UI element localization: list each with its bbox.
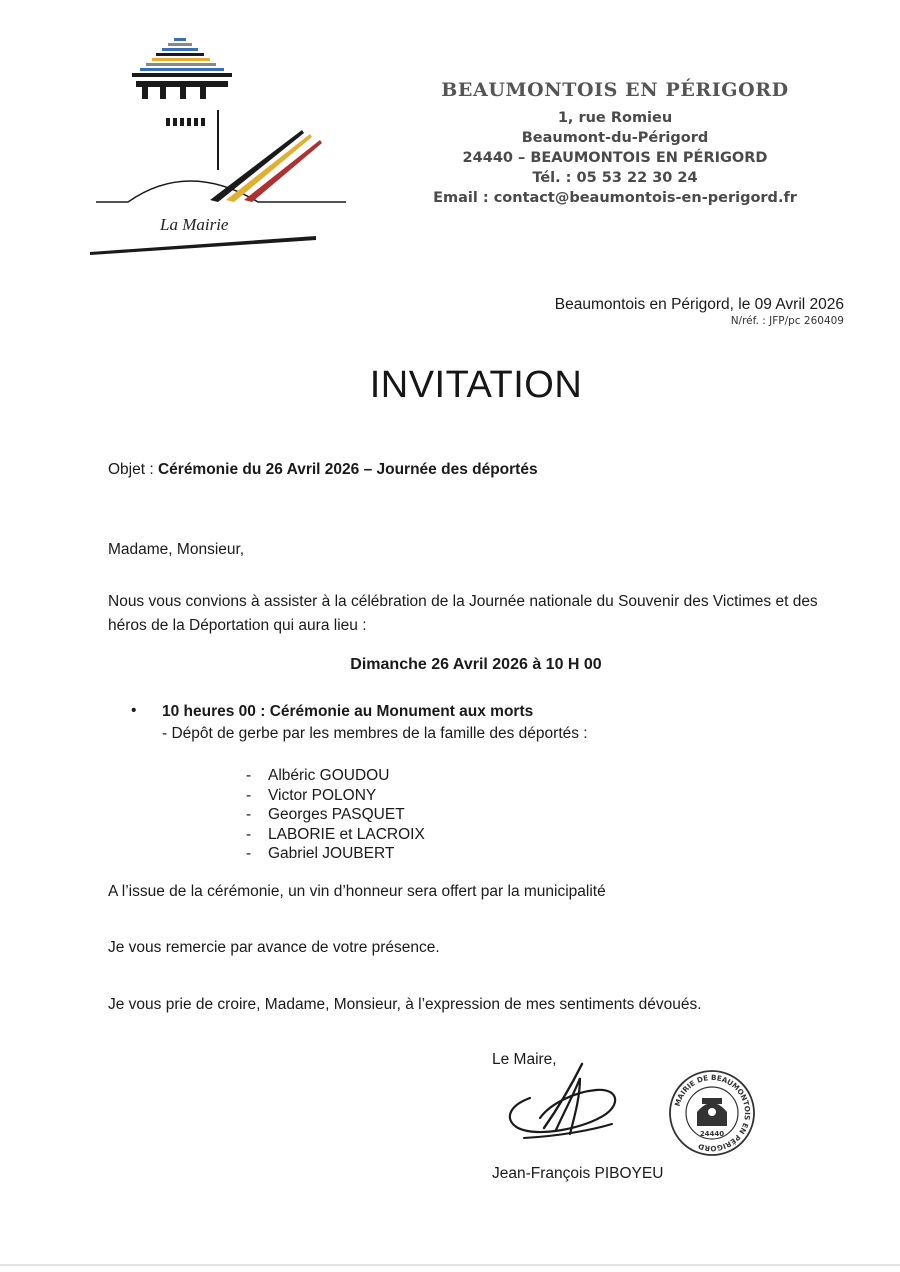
subject-text: Cérémonie du 26 Avril 2026 – Journée des déportés	[157, 461, 538, 478]
program-item-detail: - Dépôt de gerbe par les membres de la famille des déportés :	[162, 725, 588, 742]
list-item	[246, 825, 425, 845]
address-street: 1, rue Romieu	[557, 110, 673, 126]
signatory-name: Jean-François PIBOYEU	[492, 1165, 664, 1182]
bottom-rule	[0, 1264, 900, 1266]
family-name: Victor POLONY	[268, 786, 377, 804]
deportees-families-list	[246, 766, 425, 864]
place-and-date: Beaumontois en Périgord, le 09 Avril 2026	[554, 296, 844, 313]
logo-roof	[132, 38, 232, 77]
thanks-paragraph: Je vous remercie par avance de votre présence.	[108, 939, 440, 956]
reference-number: N/réf. : JFP/pc 260409	[730, 315, 844, 327]
list-item	[246, 805, 425, 825]
document-title: INVITATION	[369, 364, 583, 406]
logo-swoosh	[90, 236, 316, 255]
seal-postal-code: 24440	[699, 1130, 725, 1138]
phone-number: Tél. : 05 53 22 30 24	[532, 170, 698, 186]
program-bullet: •	[131, 702, 137, 719]
signature-mark	[500, 1058, 625, 1146]
intro-paragraph: Nous vous convions à assister à la célébration de la Journée nationale du Souvenir des Victimes et des héros de la Déportation qui aura lieu :	[108, 593, 818, 634]
seal-emblem	[697, 1098, 727, 1126]
list-item	[246, 844, 425, 864]
family-name: Albéric GOUDOU	[268, 767, 390, 784]
reception-paragraph: A l’issue de la cérémonie, un vin d’honneur sera offert par la municipalité	[108, 883, 606, 900]
email-address: Email : contact@beaumontois-en-perigord.fr	[433, 190, 797, 206]
list-dash: -	[246, 767, 252, 784]
address-postal: 24440 – BEAUMONTOIS EN PÉRIGORD	[462, 150, 768, 166]
town-hall-seal	[667, 1068, 757, 1158]
address-town: Beaumont-du-Périgord	[521, 130, 709, 146]
list-dash: -	[246, 786, 252, 804]
list-dash: -	[246, 806, 252, 823]
organization-name: BEAUMONTOIS EN PÉRIGORD	[441, 79, 789, 101]
family-name: LABORIE et LACROIX	[268, 825, 425, 843]
seal-ring-text: MAIRIE DE BEAUMONTOIS EN PÉRIGORD	[672, 1072, 753, 1154]
letterhead	[400, 78, 830, 208]
list-item	[246, 766, 425, 786]
family-name: Gabriel JOUBERT	[268, 845, 395, 862]
subject-line	[108, 458, 538, 482]
signatory-title: Le Maire,	[492, 1051, 557, 1068]
logo-battlements	[136, 81, 228, 170]
family-name: Georges PASQUET	[268, 806, 405, 823]
event-datetime: Dimanche 26 Avril 2026 à 10 H 00	[350, 656, 602, 673]
list-dash: -	[246, 825, 252, 843]
greeting: Madame, Monsieur,	[108, 541, 245, 558]
subject-label: Objet :	[108, 461, 158, 478]
list-dash: -	[246, 845, 252, 862]
logo-stripes	[210, 130, 322, 202]
closing-paragraph: Je vous prie de croire, Madame, Monsieur, à l’expression de mes sentiments dévoués.	[108, 996, 702, 1013]
logo-caption: La Mairie	[160, 215, 229, 234]
list-item	[246, 786, 425, 806]
program-item-title: 10 heures 00 : Cérémonie au Monument aux morts	[162, 703, 534, 720]
